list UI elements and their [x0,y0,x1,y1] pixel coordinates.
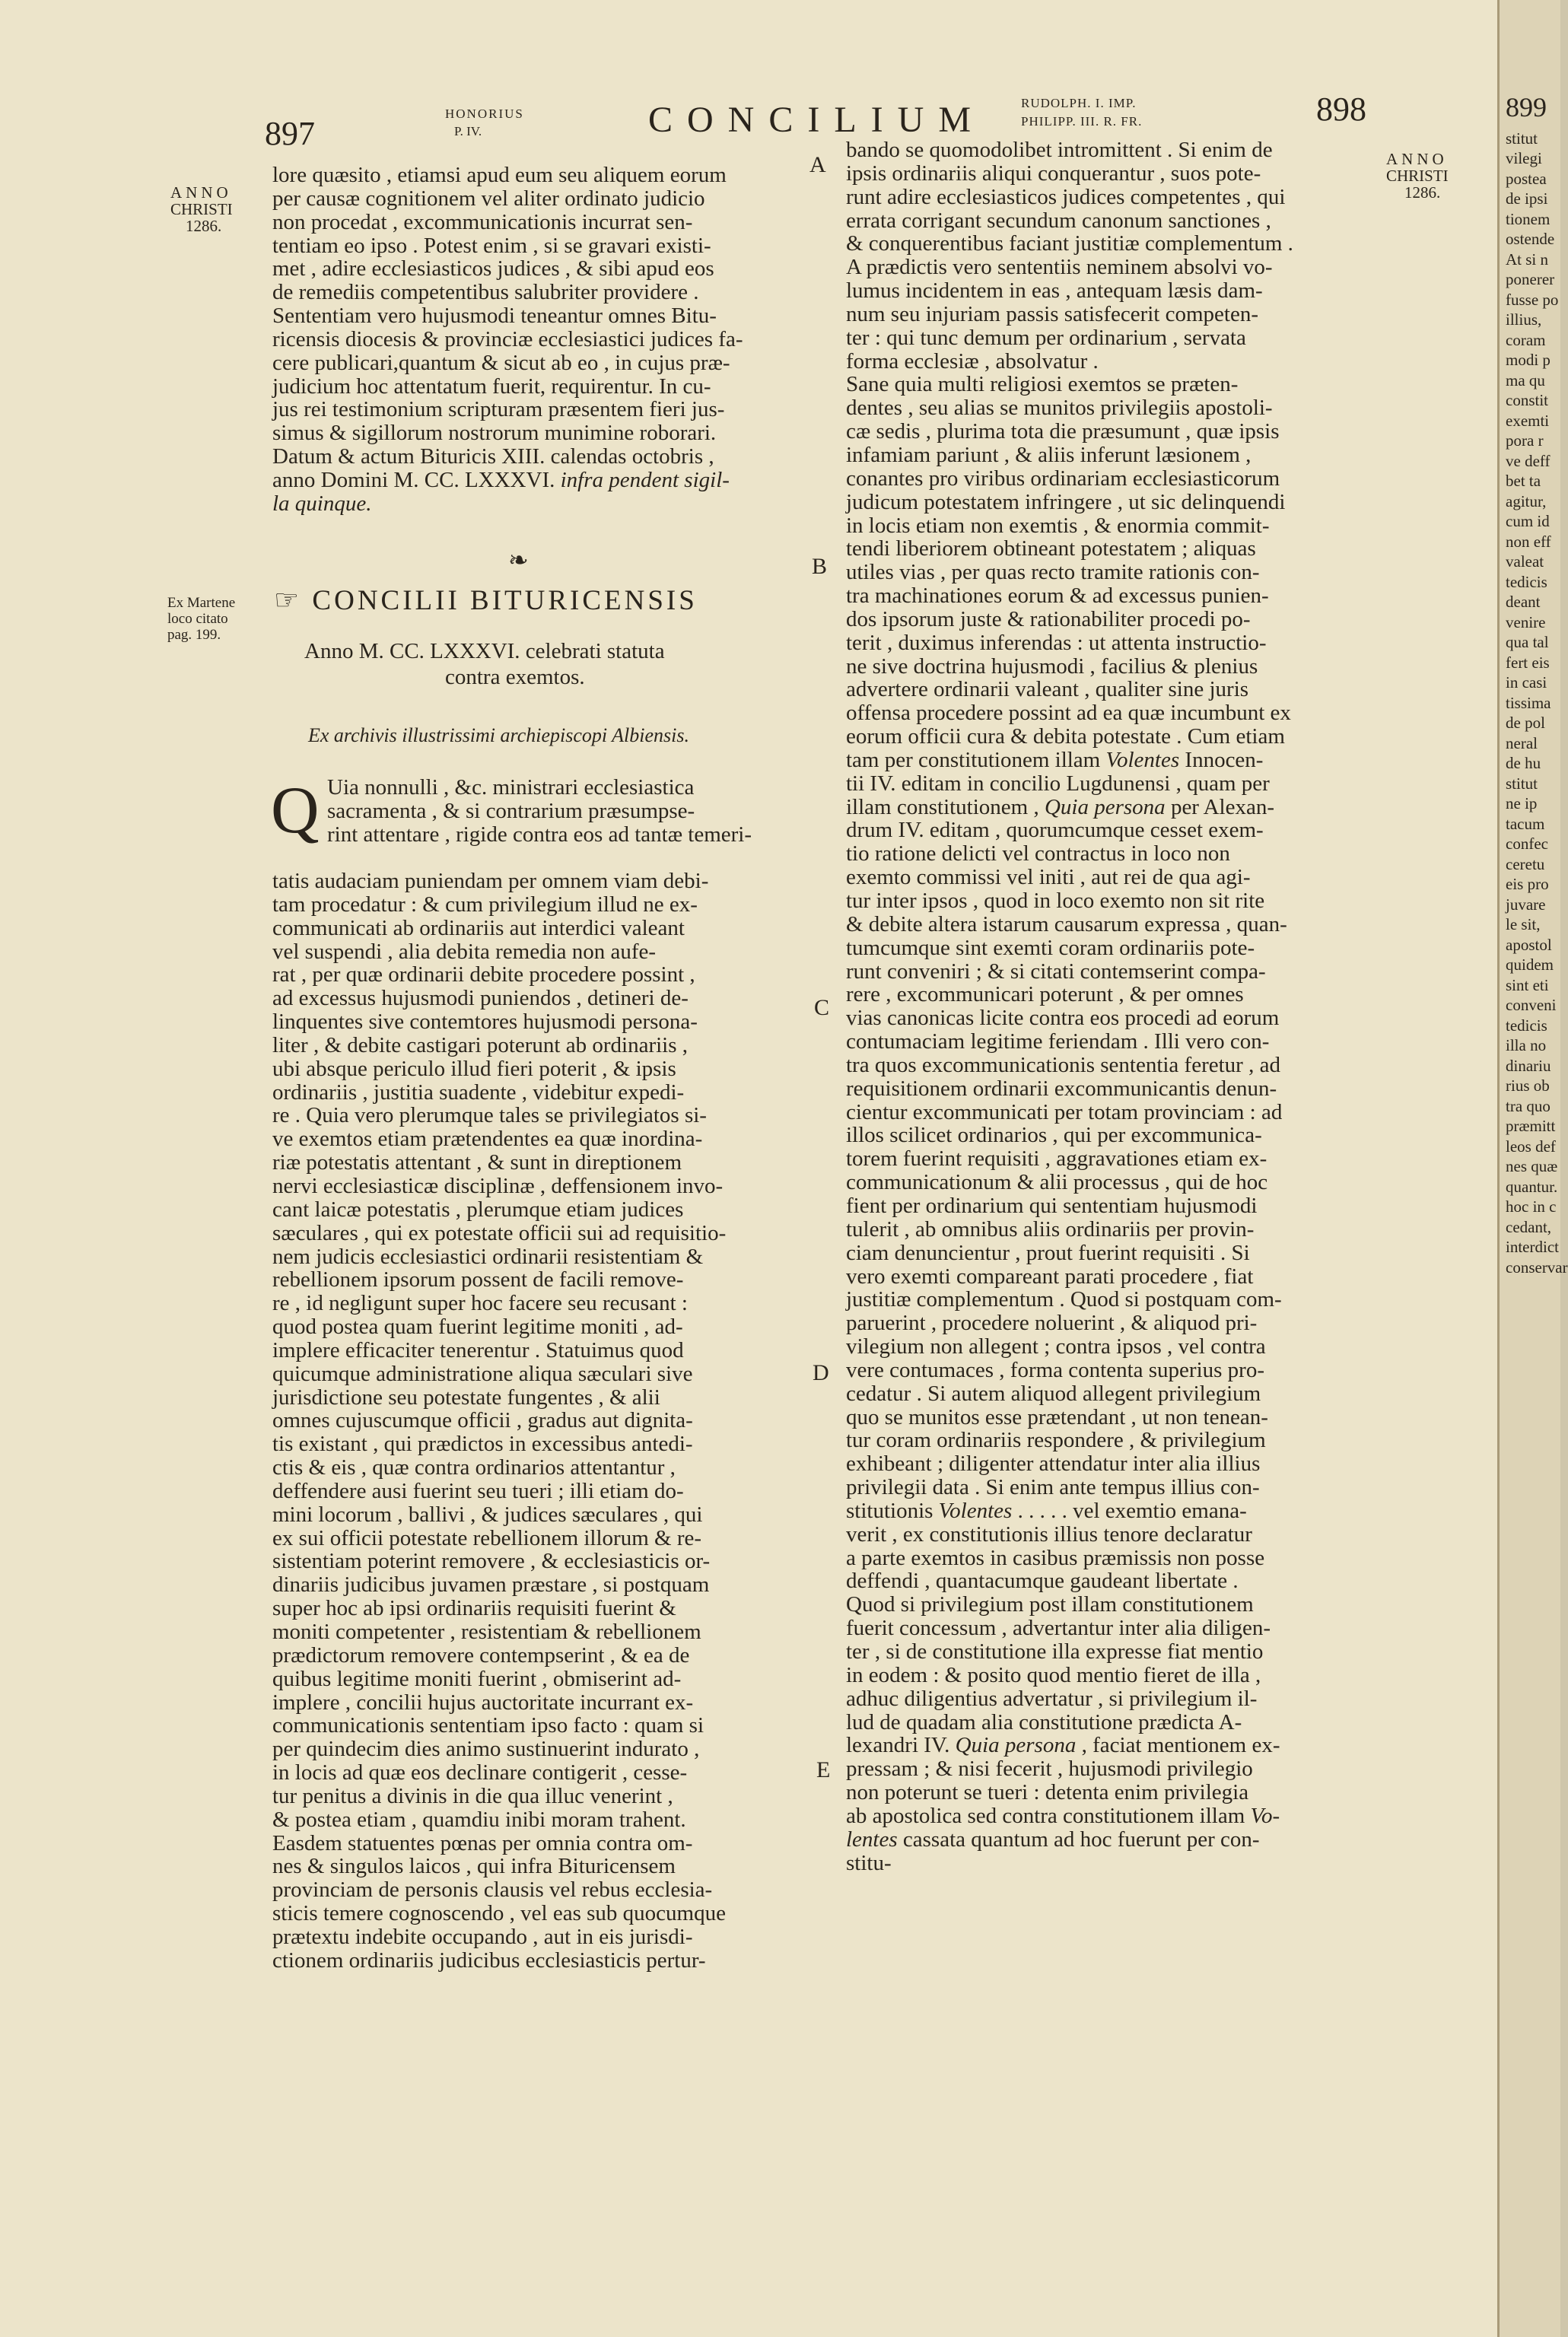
next-page-lines [1506,129,1568,1278]
text-line: tra machinationes eorum & ad excessus punien- [846,583,1269,609]
fragment-line: præmitt [1506,1117,1556,1135]
section-heading: ☞ CONCILII BITURICENSIS [274,585,698,616]
text-line: lentes cassata quantum ad hoc fuerunt per con- [846,1827,1260,1852]
fragment-line: quidem [1506,955,1554,974]
text-line: sacramenta , & si contrarium præsumpse- [327,798,695,823]
text-line: prætextu indebite occupando , aut in eis jurisdi- [272,1924,693,1949]
text-line: torem fuerint requisiti , aggravationes etiam ex- [846,1146,1267,1172]
text-line: ve exemtos etiam prætendentes ea quæ inordina- [272,1127,703,1152]
text-line: la quinque. [272,491,372,516]
text-line: & conquerentibus faciant justitiæ complementum . [846,231,1293,256]
text-line: terit , duximus inferendas : ut attenta instructio- [846,630,1267,655]
text-line: cant laicæ potestatis , plerumque etiam judices [272,1197,684,1222]
text-line: vilegium non allegent ; contra ipsos , vel contra [846,1334,1266,1359]
text-line: ab apostolica sed contra constitutionem illam Vo- [846,1803,1280,1828]
page-number-right: 898 [1316,91,1366,128]
text-line: contumaciam legitime feriendam . Illi vero con- [846,1029,1270,1054]
text-line: met , adire ecclesiasticos judices , & sibi apud eos [272,256,714,281]
text-line: tentiam eo ipso . Potest enim , si se gravari existi- [272,233,711,258]
next-page-number: 899 [1506,92,1547,122]
fragment-line: tra quo [1506,1096,1551,1115]
text-line: rebellionem ipsorum possent de facili remove- [272,1267,684,1293]
text-line: communicati ab ordinariis aut interdici valeant [272,915,685,940]
text-line: ad excessus hujusmodi puniendos , detineri de- [272,986,689,1011]
text-line: privilegii data . Si enim ante tempus illius con- [846,1475,1260,1500]
text-line: ter : qui tunc demum per ordinarium , servata [846,325,1246,350]
section-letter-d: D [813,1360,829,1385]
text-line: stitu- [846,1850,892,1875]
text-line: cæ sedis , plurima tota die præsumunt , quæ ipsis [846,419,1280,444]
fragment-line: tionem [1506,209,1551,228]
text-line: paruerint , procedere noluerint , & aliquod pri- [846,1311,1258,1336]
fragment-line: ceretu [1506,854,1545,873]
fragment-line: juvare [1506,895,1546,914]
section-letter-e: E [816,1757,831,1782]
text-line: exemto commissi vel initi , aut rei de qua agi- [846,865,1251,890]
text-line: exhibeant ; diligenter attendatur inter alia illius [846,1451,1261,1477]
text-line: implere efficaciter tenerentur . Statuimus quod [272,1337,684,1362]
text-line: cientur excommunicati per totam provinciam : ad [846,1099,1283,1124]
text-line: ordinariis , justitia suadente , videbitur expedi- [272,1079,685,1105]
text-line: dinariis judicibus juvamen præstare , si postquam [272,1572,710,1598]
text-line: tii IV. editam in concilio Lugdunensi , quam per [846,771,1270,796]
text-line: per quindecim dies animo sustinuerint indurato , [272,1737,700,1762]
text-line: super hoc ab ipsi ordinariis requisiti fuerint & [272,1596,676,1621]
running-head-right-1: RUDOLPH. I. IMP. [1021,96,1137,110]
fragment-line: in casi [1506,673,1547,692]
text-line: communicationis sententiam ipso facto : quam si [272,1713,704,1738]
text-line: infamiam pariunt , & aliis inferunt læsionem , [846,442,1252,467]
text-line: vero exemti compareant parati procedere , fiat [846,1264,1254,1289]
margin-note-line: loco citato [167,611,228,627]
running-head-left-1: HONORIUS [445,107,524,121]
fragment-line: modi p [1506,351,1551,369]
text-line: tio ratione delicti vel contractus in loco non [846,841,1230,866]
text-line: deffendere ausi fuerint seu tueri ; illi etiam do- [272,1478,684,1503]
text-line: ctis & eis , quæ contra ordinarios attentantur , [272,1455,676,1480]
text-line: Easdem statuentes pœnas per omnia contra om- [272,1830,693,1855]
margin-year-line: CHRISTI [170,200,233,218]
fragment-line: venire [1506,612,1546,631]
fragment-line: de pol [1506,714,1545,732]
text-line: fient per ordinarium qui sententiam hujusmodi [846,1193,1258,1218]
text-line: judicium hoc attentatum fuerit, requirentur. In cu- [272,374,711,399]
text-line: jurisdictione seu potestate fungentes , & alii [272,1385,660,1410]
fragment-line: leos def [1506,1137,1556,1156]
text-line: Sane quia multi religiosi exemtos se præten- [846,372,1239,397]
text-line: runt conveniri ; & si citati contemserint compa- [846,959,1266,984]
text-line: sæculares , qui ex potestate officii sui ad requisitio- [272,1220,727,1245]
text-line: ne sive doctrina hujusmodi , facilius & plenius [846,653,1258,679]
fragment-line: bet ta [1506,472,1541,490]
text-line: & debite altera istarum causarum expressa , quan- [846,911,1287,936]
text-line: vere contumaces , forma contenta superius pro- [846,1357,1264,1382]
fragment-line: vilegi [1506,149,1542,167]
source-line: Ex archivis illustrissimi archiepiscopi Albiensis. [308,724,689,746]
fragment-line: eis pro [1506,875,1549,893]
page-number-left: 897 [265,115,315,152]
text-line: mini locorum , ballivi , & judices sæculares , qui [272,1502,703,1527]
margin-note-line: Ex Martene [167,595,236,611]
right-column [846,138,1388,1874]
text-line: forma ecclesiæ , absolvatur . [846,348,1099,374]
text-line: A prædictis vero sententiis neminem absolvi vo- [846,255,1273,280]
fragment-line: tedicis [1506,1016,1547,1035]
text-line: vias canonicas licite contra eos procedi ad eorum [846,1006,1280,1031]
text-line: riæ potestatis attentant , & sunt in direptionem [272,1150,682,1175]
text-line: ricensis diocesis & provinciæ ecclesiastici judices fa- [272,326,743,351]
text-line: rint attentare , rigide contra eos ad tantæ temeri- [327,822,752,847]
text-line: quod postea quam fuerint legitime moniti , ad- [272,1315,683,1340]
margin-note-line: pag. 199. [167,627,221,643]
text-line: tur inter ipsos , quod in loco exemto non sit rite [846,889,1265,913]
fragment-line: deant [1506,593,1541,611]
text-line: non procedat , excommunicationis incurrat sen- [272,209,693,234]
fragment-line: le sit, [1506,915,1541,933]
fragment-line: tacum [1506,814,1545,833]
fragment-line: illa no [1506,1036,1547,1054]
text-line: nem judicis ecclesiastici ordinarii resistentiam & [272,1244,704,1269]
text-line: re , id negligunt super hoc facere seu recusant : [272,1291,688,1316]
text-line: ctionem ordinariis judicibus ecclesiasticis pertur- [272,1948,706,1973]
fragment-line: conveni [1506,996,1557,1014]
fragment-line: qua tal [1506,633,1549,651]
fragment-line: stitut [1506,129,1538,148]
fragment-line: pora r [1506,431,1544,450]
text-line: cedatur . Si autem aliquod allegent privilegium [846,1381,1261,1406]
fragment-line: de hu [1506,754,1541,772]
fragment-line: ve deff [1506,451,1551,470]
text-line: lexandri IV. Quia persona , faciat mentionem ex- [846,1733,1280,1758]
text-line: adhuc diligentius advertatur , si privilegium il- [846,1686,1258,1711]
text-line: nervi ecclesiasticæ disciplinæ , deffensionem invo- [272,1173,724,1198]
fragment-line: coram [1506,330,1546,349]
text-line: tulerit , ab omnibus aliis ordinariis per provin- [846,1216,1255,1242]
fragment-line: fusse po [1506,290,1559,309]
text-line: tam procedatur : & cum privilegium illud ne ex- [272,892,698,917]
fragment-line: nes quæ [1506,1157,1558,1175]
text-line: verit , ex constitutionis illius tenore declaratur [846,1521,1252,1547]
text-line: in eodem : & posito quod mentio fieret de illa , [846,1662,1261,1687]
text-line: lud de quadam alia constitutione prædicta A- [846,1709,1242,1734]
text-line: tur coram ordinariis respondere , & privilegium [846,1428,1266,1453]
text-line: anno Domini M. CC. LXXXVI. infra pendent sigil- [272,467,730,492]
text-line: rat , per quæ ordinarii debite procedere possint , [272,962,695,987]
text-line: Quod si privilegium post illam constitutionem [846,1592,1254,1617]
text-line: tatis audaciam puniendam per omnem viam debi- [272,869,709,893]
margin-year-line: ANNO [1386,150,1448,168]
margin-year-line: 1286. [1404,183,1441,202]
fragment-line: tedicis [1506,572,1547,591]
text-line: Uia nonnulli , &c. ministrari ecclesiastica [327,775,695,800]
section-letter-b: B [812,554,828,579]
fragment-line: quantur. [1506,1177,1558,1196]
text-line: tam per constitutionem illam Volentes Innocen- [846,747,1264,772]
text-line: sistentiam poterint removere , & ecclesiasticis or- [272,1549,711,1574]
fragment-line: neral [1506,733,1538,752]
margin-year-right [1386,151,1449,201]
text-line: per causæ cognitionem vel aliter ordinato judicio [272,186,705,211]
text-line: illam constitutionem , Quia persona per Alexan- [846,794,1275,819]
fragment-line: At si n [1506,250,1549,269]
fragment-line: cum id [1506,512,1550,530]
text-line: quo se munitos esse prætendant , ut non tenean- [846,1404,1268,1429]
text-line: eorum officii cura & debita potestate . Cum etiam [846,724,1285,749]
text-line: implere , concilii hujus auctoritate incurrant ex- [272,1690,694,1715]
fragment-line: rius ob [1506,1076,1550,1095]
text-line: bando se quomodolibet intromittent . Si enim de [846,138,1273,162]
text-line: quicumque administratione aliqua sæculari sive [272,1361,693,1386]
text-line: requisitionem ordinarii excommunicantis denun- [846,1076,1277,1101]
text-line: runt adire ecclesiasticos judices competentes , qui [846,184,1286,209]
text-line: a parte exemtos in casibus præmissis non posse [846,1545,1265,1570]
fragment-line: fert eis [1506,653,1550,672]
text-line: justitiæ complementum . Quod si postquam com- [846,1287,1282,1312]
section-subheading: contra exemtos. [445,665,585,689]
text-line: Datum & actum Bituricis XIII. calendas octobris , [272,444,714,469]
text-line: errata corrigant secundum canonum sanctiones , [846,208,1271,233]
drop-cap: Q [271,774,320,847]
text-line: ipsis ordinariis aliqui conquerantur , suos pote- [846,161,1261,186]
text-line: rere , excommunicari poterunt , & per omnes [846,982,1244,1007]
running-head-left-2: P. IV. [454,124,482,138]
text-line: offensa procedere possint ad ea quæ incumbunt ex [846,701,1291,726]
margin-source-note [167,595,235,643]
text-line: sticis temere cognoscendo , vel eas sub quocumque [272,1901,726,1926]
fleuron-ornament: ❧ [508,545,529,574]
text-line: tra quos excommunicationis sententia feretur , ad [846,1052,1280,1077]
text-line: fuerit concessum , advertantur inter alia diligen- [846,1616,1271,1641]
fragment-line: de ipsi [1506,189,1548,208]
next-page-column [1506,92,1568,1277]
section-letter-a: A [809,152,826,177]
fragment-line: hoc in c [1506,1197,1557,1216]
fragment-line: ostende [1506,230,1555,248]
text-line: judicum potestatem infringere , ut sic delinquendi [846,489,1286,514]
fragment-line: ne ip [1506,794,1538,812]
left-column-top [272,164,813,516]
fragment-line: valeat [1506,552,1544,571]
text-line: ubi absque periculo illud fieri poterit , & ipsis [272,1056,676,1081]
running-title: CONCILIUM [648,100,985,140]
text-line: drum IV. editam , quorumcumque cesset exem- [846,818,1264,843]
fragment-line: postea [1506,169,1547,188]
text-line: advertere ordinarii valeant , qualiter sine juris [846,677,1249,702]
text-line: conantes pro viribus ordinariam ecclesiasticorum [846,466,1280,491]
fragment-line: dinariu [1506,1056,1551,1075]
text-line: omnes cujuscumque officii , gradus aut dignita- [272,1408,693,1433]
text-line: in locis etiam non exemtis , & enormia commit- [846,513,1270,538]
text-line: provinciam de personis clausis vel rebus ecclesia- [272,1878,713,1903]
fragment-line: ma qu [1506,370,1545,390]
section-letter-c: C [814,995,830,1020]
text-line: illos scilicet ordinarios , qui per excommunica- [846,1123,1262,1148]
text-line: tur penitus a divinis in die qua illuc venerint , [272,1783,673,1808]
text-line: deffendi , quantacumque gaudeant libertate . [846,1569,1239,1594]
text-line: lore quæsito , etiamsi apud eum seu aliquem eorum [272,163,727,187]
text-line: tis existant , qui prædictos in excessibus antedi- [272,1432,693,1457]
margin-year-line: 1286. [186,217,222,235]
fragment-line: exemti [1506,411,1550,430]
text-line: simus & sigillorum nostrorum munimine roborari. [272,421,717,446]
fragment-line: constit [1506,391,1548,409]
fragment-line: interdict [1506,1238,1559,1256]
text-line: num seu injuriam passis satisfecerit competen- [846,301,1258,326]
text-line: vel suspendi , alia debita remedia non aufe- [272,939,657,964]
fragment-line: ponerer [1506,270,1555,288]
section-subheading: Anno M. CC. LXXXVI. celebrati statuta [304,639,665,663]
text-line: & postea etiam , quamdiu inibi moram trahent. [272,1807,686,1832]
fragment-line: stitut [1506,774,1538,793]
text-line: quibus legitime moniti fuerint , obmiserint ad- [272,1666,682,1691]
text-line: utiles vias , per quas recto tramite rationis con- [846,560,1260,585]
margin-year-left [170,184,233,234]
fragment-line: agitur, [1506,491,1547,510]
text-line: tumcumque sint exemti coram ordinariis pote- [846,935,1255,960]
text-line: tendi liberiorem obtineant potestatem ; aliquas [846,536,1256,561]
text-line: ter , si de constitutione illa expresse fiat mentio [846,1639,1264,1664]
text-line: prædictorum removere contempserint , & ea de [272,1642,690,1668]
text-line: stitutionis Volentes . . . . . vel exemtio emana- [846,1498,1247,1523]
text-line: de remediis competentibus salubriter providere . [272,280,699,305]
fragment-line: sint eti [1506,975,1549,994]
running-head-right-2: PHILIPP. III. R. FR. [1021,114,1143,129]
left-body [272,870,726,1973]
text-line: dos ipsorum juste & rationabiliter procedi po- [846,606,1251,631]
margin-year-line: ANNO [170,183,232,202]
text-line: pressam ; & nisi fecerit , hujusmodi privilegio [846,1757,1253,1782]
fragment-line: cedant, [1506,1217,1552,1236]
text-line: jus rei testimonium scripturam præsentem fieri jus- [272,397,725,422]
text-line: communicationum & alii processus , qui de hoc [846,1170,1268,1195]
text-line: lumus incidentem in eas , antequam læsis dam- [846,278,1263,304]
text-line: nes & singulos laicos , qui infra Bituricensem [272,1854,676,1879]
text-line: dentes , seu alias se munitos privilegiis apostoli- [846,396,1273,421]
text-line: in locis ad quæ eos declinare contigerit , cesse- [272,1760,688,1785]
text-line: ex sui officii potestate rebellionem illorum & re- [272,1525,701,1550]
text-line: non poterunt se tueri : detenta enim privilegia [846,1780,1249,1805]
margin-year-line: CHRISTI [1386,167,1449,185]
text-line: moniti competenter , resistentiam & rebellionem [272,1620,701,1644]
fragment-line: illius, [1506,310,1542,329]
fragment-line: conservar [1506,1258,1568,1277]
text-line: re . Quia vero plerumque tales se privilegiatos si- [272,1103,707,1128]
text-line: Sententiam vero hujusmodi teneantur omnes Bitu- [272,304,717,329]
text-line: linquentes sive contemtores hujusmodi persona- [272,1010,698,1035]
text-line: liter , & debite castigari poterunt ab ordinariis , [272,1032,689,1057]
fragment-line: non eff [1506,532,1551,551]
fragment-line: apostol [1506,935,1552,954]
next-page-edge [1497,0,1568,2337]
left-body-start [327,776,752,847]
text-line: cere publicari,quantum & sicut ab eo , in cujus præ- [272,350,730,375]
text-line: ciam denuncientur , prout fuerint requisiti . Si [846,1240,1250,1265]
fragment-line: tissima [1506,693,1551,712]
fragment-line: confec [1506,835,1548,853]
